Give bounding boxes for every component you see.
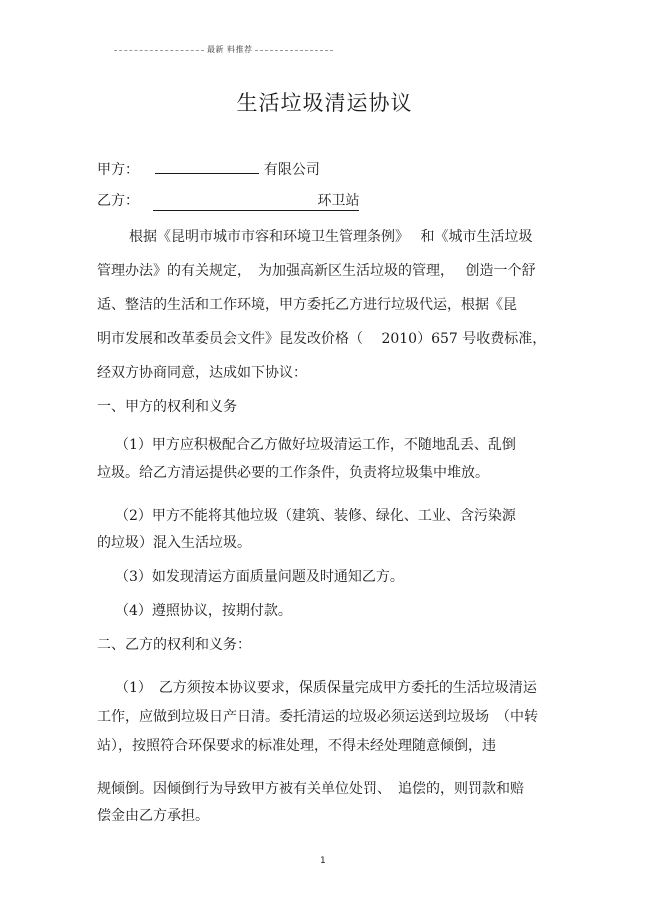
intro-line: 根据《昆明市城市市容和环境卫生管理条例》 和《城市生活垃圾: [129, 229, 533, 245]
header-rule-right: [255, 50, 333, 51]
party-b-name: 环卫站: [153, 192, 359, 211]
section1-item-line: 垃圾。给乙方清运提供必要的工作条件，负责将垃圾集中堆放。: [97, 465, 489, 481]
header-label: 最新 料推荐: [207, 45, 253, 54]
party-b-line: [97, 192, 359, 211]
party-b-label: 乙方：: [97, 193, 139, 209]
intro-line: 管理办法》的有关规定， 为加强高新区生活垃圾的管理， 创造一个舒: [97, 263, 536, 279]
party-a-label: 甲方：: [97, 162, 139, 178]
intro-line: 明市发展和改革委员会文件》昆发改价格（ 2010）657 号收费标准，: [97, 331, 547, 347]
section2-item-line: 工作，应做到垃圾日产日清。委托清运的垃圾必须运送到垃圾场 （中转: [97, 709, 538, 725]
section1-item-line: 的垃圾）混入生活垃圾。: [97, 535, 251, 551]
section2-item-line: 规倾倒。因倾倒行为导致甲方被有关单位处罚、 追偿的，则罚款和赔: [97, 781, 524, 797]
document-title: 生活垃圾清运协议: [236, 91, 413, 115]
section2-item-line: 偿金由乙方承担。: [97, 808, 209, 824]
header-rule-left: [114, 50, 204, 51]
section1-item-line: （1）甲方应积极配合乙方做好垃圾清运工作，不随地乱丢、乱倒: [115, 437, 516, 453]
section1-item-line: （4）遵照协议，按期付款。: [115, 603, 292, 619]
section2-item-line: 站），按照符合环保要求的标准处理，不得未经处理随意倾倒，违: [97, 738, 496, 754]
party-a-line: [97, 158, 320, 179]
intro-line: 经双方协商同意，达成如下协议：: [97, 365, 307, 381]
section2-item-line: （1） 乙方须按本协议要求，保质保量完成甲方委托的生活垃圾清运: [115, 680, 537, 696]
party-a-suffix: 有限公司: [263, 162, 320, 178]
intro-line: 适、整洁的生活和工作环境，甲方委托乙方进行垃圾代运，根据《昆: [97, 297, 517, 313]
section2-heading: 二、乙方的权利和义务：: [97, 637, 251, 653]
party-a-blank: [155, 158, 259, 174]
section1-item-line: （2）甲方不能将其他垃圾（建筑、装修、绿化、工业、含污染源: [115, 508, 516, 524]
section1-heading: 一、甲方的权利和义务: [97, 399, 237, 415]
section1-item-line: （3）如发现清运方面质量问题及时通知乙方。: [115, 569, 404, 585]
page-number: 1: [320, 856, 326, 866]
